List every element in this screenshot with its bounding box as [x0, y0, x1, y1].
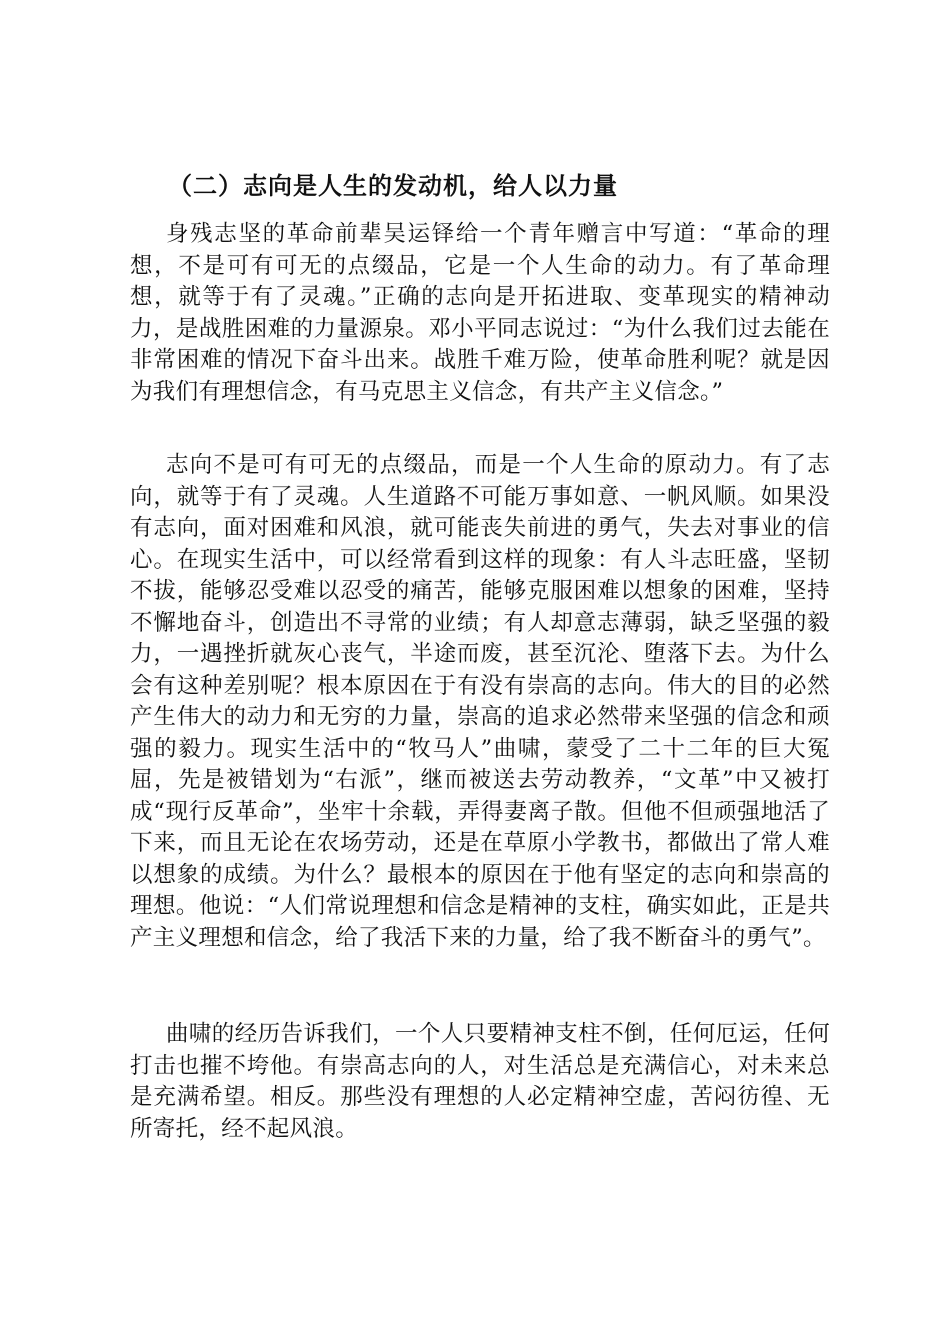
paragraph-1: 身残志坚的革命前辈吴运铎给一个青年赠言中写道：“革命的理想，不是可有可无的点缀品，它是一个人生命的动力。有了革命理想，就等于有了灵魂。”正确的志向是开拓进取、变革现实的精神动力，是战胜困难的力量源泉。邓小平同志说过：“为什么我们过去能在非常困难的情况下奋斗出来。战胜千难万险，使革命胜利呢？就是因为我们有理想信念，有马克思主义信念，有共产主义信念。” [130, 221, 830, 405]
paragraph-3: 曲啸的经历告诉我们，一个人只要精神支柱不倒，任何厄运，任何打击也摧不垮他。有崇高志向的人，对生活总是充满信心，对未来总是充满希望。相反。那些没有理想的人必定精神空虚，苦闷彷徨、无所寄托，经不起风浪。 [130, 1021, 830, 1142]
paragraph-2: 志向不是可有可无的点缀品，而是一个人生命的原动力。有了志向，就等于有了灵魂。人生道路不可能万事如意、一帆风顺。如果没有志向，面对困难和风浪，就可能丧失前进的勇气，失去对事业的信心。在现实生活中，可以经常看到这样的现象：有人斗志旺盛，坚韧不拔，能够忍受难以忍受的痛苦，能够克服困难以想象的困难，坚持不懈地奋斗，创造出不寻常的业绩；有人却意志薄弱，缺乏坚强的毅力，一遇挫折就灰心丧气，半途而废，甚至沉沦、堕落下去。为什么会有这种差别呢？根本原因在于有没有崇高的志向。伟大的目的必然产生伟大的动力和无穷的力量，崇高的追求必然带来坚强的信念和顽强的毅力。现实生活中的“牧马人”曲啸，蒙受了二十二年的巨大冤屈，先是被错划为“右派”，继而被送去劳动教养，“文革”中又被打成“现行反革命”，坐牢十余载，弄得妻离子散。但他不但顽强地活了下来，而且无论在农场劳动，还是在草原小学教书，都做出了常人难以想象的成绩。为什么？最根本的原因在于他有坚定的志向和崇高的理想。他说：“人们常说理想和信念是精神的支柱，确实如此，正是共产主义理想和信念，给了我活下来的力量，给了我不断奋斗的勇气”。 [130, 452, 830, 951]
section-heading: （二）志向是人生的发动机，给人以力量 [168, 172, 618, 200]
